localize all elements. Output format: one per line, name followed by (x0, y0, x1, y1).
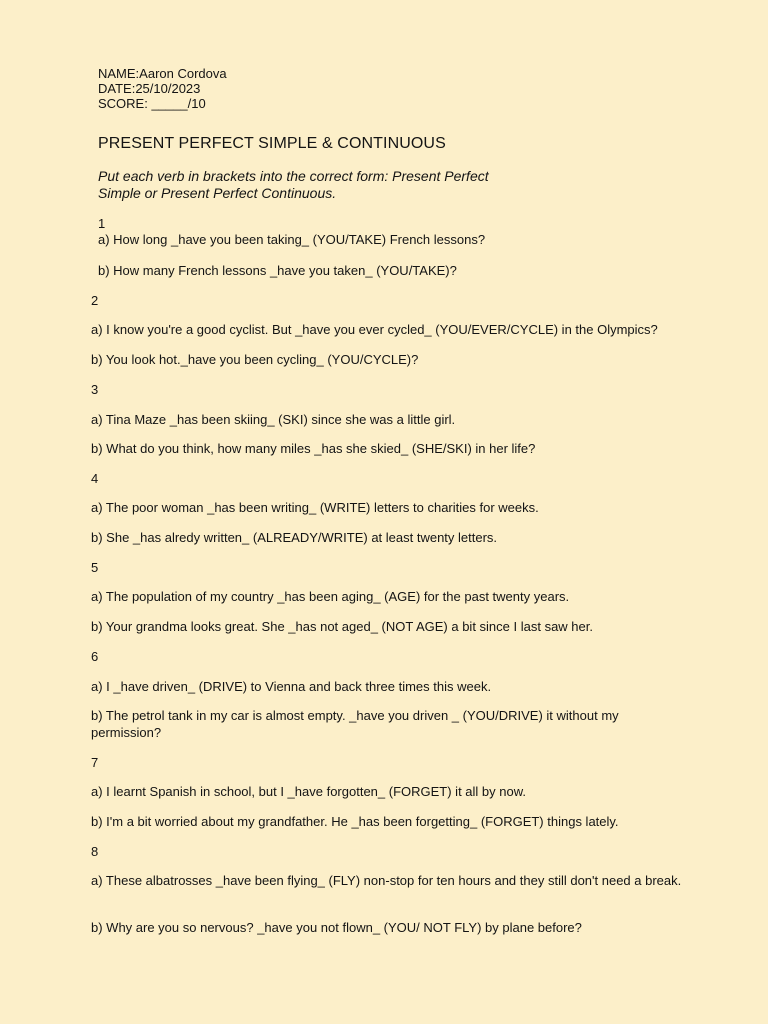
item-4-b: b) She _has alredy written_ (ALREADY/WRITE) at least twenty letters. (91, 530, 498, 545)
instructions: Put each verb in brackets into the correct form: Present Perfect Simple or Present Perfect Continuous. (98, 168, 489, 201)
score-line: SCORE: _____/10 (98, 96, 206, 111)
item-2-b: b) You look hot._have you been cycling_ (YOU/CYCLE)? (91, 352, 419, 367)
item-4-number: 4 (91, 471, 99, 486)
item-8-a: a) These albatrosses _have been flying_ (FLY) non-stop for ten hours and they still don't need a break. (91, 873, 682, 888)
item-7-a: a) I learnt Spanish in school, but I _have forgotten_ (FORGET) it all by now. (91, 784, 526, 799)
student-name: NAME:Aaron Cordova (98, 66, 227, 81)
item-7-b: b) I'm a bit worried about my grandfather. He _has been forgetting_ (FORGET) things lately. (91, 814, 619, 829)
student-header (98, 66, 227, 111)
item-3-number: 3 (91, 382, 99, 397)
worksheet-date: DATE:25/10/2023 (98, 81, 201, 96)
item-5-number: 5 (91, 560, 99, 575)
page-title: PRESENT PERFECT SIMPLE & CONTINUOUS (98, 135, 446, 152)
item-6-number: 6 (91, 649, 99, 664)
item-2-a: a) I know you're a good cyclist. But _have you ever cycled_ (YOU/EVER/CYCLE) in the Olympics? (91, 322, 658, 337)
item-6-b: b) The petrol tank in my car is almost empty. _have you driven _ (YOU/DRIVE) it without my permission? (91, 708, 619, 740)
item-5-b: b) Your grandma looks great. She _has not aged_ (NOT AGE) a bit since I last saw her. (91, 619, 593, 634)
item-7-number: 7 (91, 755, 99, 770)
item-8-number: 8 (91, 844, 99, 859)
item-4-a: a) The poor woman _has been writing_ (WRITE) letters to charities for weeks. (91, 500, 539, 515)
item-3-b: b) What do you think, how many miles _has she skied_ (SHE/SKI) in her life? (91, 441, 536, 456)
item-1-a: a) How long _have you been taking_ (YOU/TAKE) French lessons? (98, 232, 486, 247)
item-5-a: a) The population of my country _has been aging_ (AGE) for the past twenty years. (91, 589, 570, 604)
item-6-a: a) I _have driven_ (DRIVE) to Vienna and back three times this week. (91, 679, 492, 694)
item-2-number: 2 (91, 293, 99, 308)
item-3-a: a) Tina Maze _has been skiing_ (SKI) since she was a little girl. (91, 412, 456, 427)
item-8-b: b) Why are you so nervous? _have you not flown_ (YOU/ NOT FLY) by plane before? (91, 920, 582, 935)
item-1-b: b) How many French lessons _have you taken_ (YOU/TAKE)? (98, 263, 457, 278)
item-1-number: 1 (98, 216, 106, 231)
